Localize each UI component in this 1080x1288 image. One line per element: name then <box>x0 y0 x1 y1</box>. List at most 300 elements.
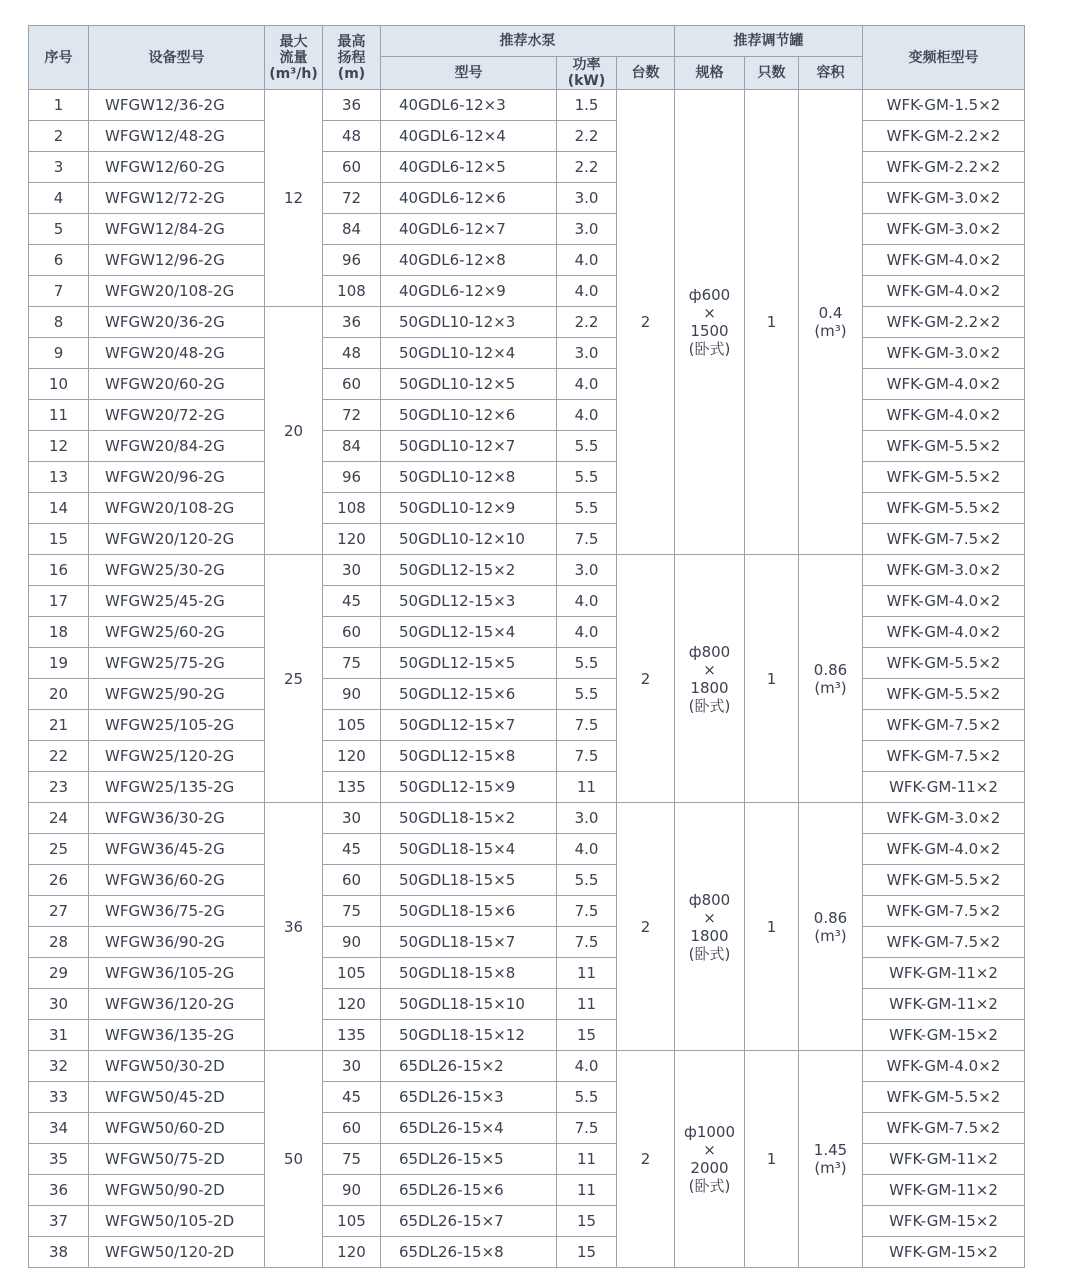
table-row <box>29 586 1025 617</box>
head-cell: 135 <box>323 772 381 803</box>
table-row <box>29 338 1025 369</box>
power-cell: 15 <box>557 1237 617 1268</box>
pump-model-cell: 50GDL12-15×9 <box>381 772 557 803</box>
cabinet-cell: WFK-GM-2.2×2 <box>863 152 1025 183</box>
head-cell: 96 <box>323 245 381 276</box>
model-cell: WFGW50/45-2D <box>89 1082 265 1113</box>
pump-model-cell: 50GDL12-15×7 <box>381 710 557 741</box>
pump-model-cell: 50GDL18-15×6 <box>381 896 557 927</box>
cabinet-cell: WFK-GM-4.0×2 <box>863 276 1025 307</box>
head-cell: 45 <box>323 834 381 865</box>
tank-volume-cell: 1.45 (m³) <box>799 1051 863 1268</box>
pump-model-cell: 50GDL10-12×8 <box>381 462 557 493</box>
power-cell: 5.5 <box>557 679 617 710</box>
head-cell: 105 <box>323 1206 381 1237</box>
head-cell: 48 <box>323 121 381 152</box>
pump-count-cell: 2 <box>617 1051 675 1268</box>
table-row <box>29 276 1025 307</box>
seq-cell: 30 <box>29 989 89 1020</box>
cabinet-cell: WFK-GM-7.5×2 <box>863 927 1025 958</box>
cabinet-cell: WFK-GM-4.0×2 <box>863 400 1025 431</box>
head-cell: 75 <box>323 896 381 927</box>
table-body <box>29 90 1025 1268</box>
tank-qty-cell: 1 <box>745 803 799 1051</box>
cabinet-cell: WFK-GM-2.2×2 <box>863 121 1025 152</box>
cabinet-cell: WFK-GM-4.0×2 <box>863 245 1025 276</box>
table-row <box>29 183 1025 214</box>
model-cell: WFGW20/48-2G <box>89 338 265 369</box>
header-tank-volume: 容积 <box>799 57 863 90</box>
seq-cell: 17 <box>29 586 89 617</box>
model-cell: WFGW12/60-2G <box>89 152 265 183</box>
head-cell: 105 <box>323 710 381 741</box>
pump-model-cell: 40GDL6-12×3 <box>381 90 557 121</box>
pump-model-cell: 40GDL6-12×9 <box>381 276 557 307</box>
power-cell: 7.5 <box>557 896 617 927</box>
head-cell: 45 <box>323 586 381 617</box>
tank-qty-cell: 1 <box>745 1051 799 1268</box>
head-cell: 48 <box>323 338 381 369</box>
power-cell: 3.0 <box>557 555 617 586</box>
seq-cell: 14 <box>29 493 89 524</box>
model-cell: WFGW25/45-2G <box>89 586 265 617</box>
header-model: 设备型号 <box>89 26 265 90</box>
seq-cell: 34 <box>29 1113 89 1144</box>
power-cell: 4.0 <box>557 617 617 648</box>
model-cell: WFGW20/120-2G <box>89 524 265 555</box>
seq-cell: 35 <box>29 1144 89 1175</box>
power-cell: 7.5 <box>557 741 617 772</box>
cabinet-cell: WFK-GM-4.0×2 <box>863 617 1025 648</box>
pump-model-cell: 50GDL10-12×4 <box>381 338 557 369</box>
power-cell: 4.0 <box>557 245 617 276</box>
power-cell: 4.0 <box>557 369 617 400</box>
cabinet-cell: WFK-GM-11×2 <box>863 1144 1025 1175</box>
model-cell: WFGW25/90-2G <box>89 679 265 710</box>
table-row <box>29 958 1025 989</box>
pump-model-cell: 65DL26-15×7 <box>381 1206 557 1237</box>
pump-model-cell: 65DL26-15×8 <box>381 1237 557 1268</box>
seq-cell: 31 <box>29 1020 89 1051</box>
cabinet-cell: WFK-GM-15×2 <box>863 1206 1025 1237</box>
seq-cell: 26 <box>29 865 89 896</box>
seq-cell: 18 <box>29 617 89 648</box>
power-cell: 3.0 <box>557 214 617 245</box>
cabinet-cell: WFK-GM-2.2×2 <box>863 307 1025 338</box>
power-cell: 4.0 <box>557 834 617 865</box>
cabinet-cell: WFK-GM-15×2 <box>863 1237 1025 1268</box>
power-cell: 11 <box>557 958 617 989</box>
tank-volume-cell: 0.4 (m³) <box>799 90 863 555</box>
seq-cell: 32 <box>29 1051 89 1082</box>
header-tank-qty: 只数 <box>745 57 799 90</box>
head-cell: 120 <box>323 989 381 1020</box>
tank-spec-cell: ф1000 × 2000 (卧式) <box>675 1051 745 1268</box>
cabinet-cell: WFK-GM-11×2 <box>863 772 1025 803</box>
power-cell: 4.0 <box>557 276 617 307</box>
head-cell: 60 <box>323 617 381 648</box>
cabinet-cell: WFK-GM-4.0×2 <box>863 834 1025 865</box>
seq-cell: 15 <box>29 524 89 555</box>
head-cell: 72 <box>323 400 381 431</box>
table-row <box>29 617 1025 648</box>
model-cell: WFGW20/96-2G <box>89 462 265 493</box>
pump-model-cell: 40GDL6-12×5 <box>381 152 557 183</box>
cabinet-cell: WFK-GM-5.5×2 <box>863 431 1025 462</box>
seq-cell: 7 <box>29 276 89 307</box>
tank-spec-cell: ф800 × 1800 (卧式) <box>675 803 745 1051</box>
head-cell: 60 <box>323 1113 381 1144</box>
seq-cell: 8 <box>29 307 89 338</box>
header-cabinet: 变频柜型号 <box>863 26 1025 90</box>
model-cell: WFGW25/105-2G <box>89 710 265 741</box>
model-cell: WFGW36/75-2G <box>89 896 265 927</box>
power-cell: 5.5 <box>557 431 617 462</box>
model-cell: WFGW25/120-2G <box>89 741 265 772</box>
header-head: 最高 扬程 (m) <box>323 26 381 90</box>
head-cell: 60 <box>323 152 381 183</box>
cabinet-cell: WFK-GM-5.5×2 <box>863 865 1025 896</box>
seq-cell: 33 <box>29 1082 89 1113</box>
cabinet-cell: WFK-GM-11×2 <box>863 958 1025 989</box>
pump-model-cell: 50GDL10-12×9 <box>381 493 557 524</box>
head-cell: 30 <box>323 803 381 834</box>
model-cell: WFGW36/105-2G <box>89 958 265 989</box>
seq-cell: 20 <box>29 679 89 710</box>
cabinet-cell: WFK-GM-5.5×2 <box>863 648 1025 679</box>
cabinet-cell: WFK-GM-7.5×2 <box>863 1113 1025 1144</box>
seq-cell: 2 <box>29 121 89 152</box>
header-tank-spec: 规格 <box>675 57 745 90</box>
cabinet-cell: WFK-GM-5.5×2 <box>863 493 1025 524</box>
table-row <box>29 369 1025 400</box>
table-row <box>29 121 1025 152</box>
seq-cell: 27 <box>29 896 89 927</box>
power-cell: 11 <box>557 1144 617 1175</box>
model-cell: WFGW50/30-2D <box>89 1051 265 1082</box>
cabinet-cell: WFK-GM-7.5×2 <box>863 741 1025 772</box>
power-cell: 3.0 <box>557 338 617 369</box>
pump-model-cell: 40GDL6-12×4 <box>381 121 557 152</box>
power-cell: 5.5 <box>557 1082 617 1113</box>
table-row <box>29 710 1025 741</box>
seq-cell: 22 <box>29 741 89 772</box>
tank-volume-cell: 0.86 (m³) <box>799 555 863 803</box>
head-cell: 135 <box>323 1020 381 1051</box>
table-row <box>29 896 1025 927</box>
pump-model-cell: 50GDL18-15×4 <box>381 834 557 865</box>
table-row <box>29 865 1025 896</box>
model-cell: WFGW25/75-2G <box>89 648 265 679</box>
header-tank-group: 推荐调节罐 <box>675 26 863 57</box>
model-cell: WFGW36/60-2G <box>89 865 265 896</box>
pump-model-cell: 40GDL6-12×6 <box>381 183 557 214</box>
seq-cell: 23 <box>29 772 89 803</box>
seq-cell: 10 <box>29 369 89 400</box>
table-row <box>29 555 1025 586</box>
model-cell: WFGW20/72-2G <box>89 400 265 431</box>
model-cell: WFGW25/60-2G <box>89 617 265 648</box>
table-row <box>29 1175 1025 1206</box>
head-cell: 75 <box>323 1144 381 1175</box>
power-cell: 4.0 <box>557 400 617 431</box>
model-cell: WFGW20/84-2G <box>89 431 265 462</box>
head-cell: 90 <box>323 927 381 958</box>
table-row <box>29 1082 1025 1113</box>
head-cell: 120 <box>323 1237 381 1268</box>
power-cell: 11 <box>557 1175 617 1206</box>
head-cell: 120 <box>323 524 381 555</box>
pump-model-cell: 50GDL10-12×5 <box>381 369 557 400</box>
model-cell: WFGW36/135-2G <box>89 1020 265 1051</box>
table-row <box>29 1237 1025 1268</box>
table-row <box>29 90 1025 121</box>
cabinet-cell: WFK-GM-5.5×2 <box>863 462 1025 493</box>
table-row <box>29 927 1025 958</box>
power-cell: 7.5 <box>557 927 617 958</box>
equipment-spec-table <box>28 25 1025 1268</box>
pump-model-cell: 50GDL12-15×2 <box>381 555 557 586</box>
table-row <box>29 524 1025 555</box>
power-cell: 7.5 <box>557 710 617 741</box>
seq-cell: 13 <box>29 462 89 493</box>
head-cell: 30 <box>323 1051 381 1082</box>
table-row <box>29 679 1025 710</box>
cabinet-cell: WFK-GM-3.0×2 <box>863 555 1025 586</box>
power-cell: 4.0 <box>557 1051 617 1082</box>
head-cell: 105 <box>323 958 381 989</box>
table-row <box>29 214 1025 245</box>
head-cell: 108 <box>323 276 381 307</box>
model-cell: WFGW12/84-2G <box>89 214 265 245</box>
pump-model-cell: 50GDL10-12×10 <box>381 524 557 555</box>
pump-model-cell: 50GDL12-15×3 <box>381 586 557 617</box>
flow-cell: 20 <box>265 307 323 555</box>
seq-cell: 25 <box>29 834 89 865</box>
power-cell: 5.5 <box>557 648 617 679</box>
tank-volume-cell: 0.86 (m³) <box>799 803 863 1051</box>
seq-cell: 3 <box>29 152 89 183</box>
pump-model-cell: 50GDL18-15×2 <box>381 803 557 834</box>
table-row <box>29 989 1025 1020</box>
pump-count-cell: 2 <box>617 555 675 803</box>
power-cell: 7.5 <box>557 1113 617 1144</box>
table-row <box>29 772 1025 803</box>
table-row <box>29 1144 1025 1175</box>
cabinet-cell: WFK-GM-4.0×2 <box>863 586 1025 617</box>
seq-cell: 5 <box>29 214 89 245</box>
power-cell: 15 <box>557 1206 617 1237</box>
table-row <box>29 493 1025 524</box>
model-cell: WFGW36/30-2G <box>89 803 265 834</box>
model-cell: WFGW25/135-2G <box>89 772 265 803</box>
table-row <box>29 1051 1025 1082</box>
table-row <box>29 307 1025 338</box>
pump-model-cell: 50GDL12-15×4 <box>381 617 557 648</box>
head-cell: 75 <box>323 648 381 679</box>
pump-model-cell: 50GDL12-15×6 <box>381 679 557 710</box>
pump-count-cell: 2 <box>617 803 675 1051</box>
pump-model-cell: 50GDL18-15×8 <box>381 958 557 989</box>
power-cell: 2.2 <box>557 307 617 338</box>
cabinet-cell: WFK-GM-5.5×2 <box>863 679 1025 710</box>
head-cell: 84 <box>323 431 381 462</box>
table-row <box>29 741 1025 772</box>
pump-model-cell: 65DL26-15×2 <box>381 1051 557 1082</box>
pump-model-cell: 50GDL12-15×8 <box>381 741 557 772</box>
cabinet-cell: WFK-GM-4.0×2 <box>863 369 1025 400</box>
seq-cell: 9 <box>29 338 89 369</box>
power-cell: 4.0 <box>557 586 617 617</box>
head-cell: 30 <box>323 555 381 586</box>
seq-cell: 28 <box>29 927 89 958</box>
head-cell: 90 <box>323 679 381 710</box>
pump-model-cell: 50GDL10-12×3 <box>381 307 557 338</box>
power-cell: 5.5 <box>557 865 617 896</box>
model-cell: WFGW50/75-2D <box>89 1144 265 1175</box>
model-cell: WFGW25/30-2G <box>89 555 265 586</box>
pump-model-cell: 50GDL18-15×7 <box>381 927 557 958</box>
table-row <box>29 1020 1025 1051</box>
power-cell: 2.2 <box>557 152 617 183</box>
table-row <box>29 400 1025 431</box>
cabinet-cell: WFK-GM-3.0×2 <box>863 338 1025 369</box>
power-cell: 11 <box>557 989 617 1020</box>
model-cell: WFGW50/90-2D <box>89 1175 265 1206</box>
model-cell: WFGW20/108-2G <box>89 493 265 524</box>
header-pump-group: 推荐水泵 <box>381 26 675 57</box>
table-row <box>29 462 1025 493</box>
seq-cell: 19 <box>29 648 89 679</box>
seq-cell: 11 <box>29 400 89 431</box>
cabinet-cell: WFK-GM-3.0×2 <box>863 803 1025 834</box>
seq-cell: 38 <box>29 1237 89 1268</box>
head-cell: 36 <box>323 307 381 338</box>
pump-model-cell: 65DL26-15×5 <box>381 1144 557 1175</box>
seq-cell: 21 <box>29 710 89 741</box>
header-seq: 序号 <box>29 26 89 90</box>
flow-cell: 12 <box>265 90 323 307</box>
seq-cell: 1 <box>29 90 89 121</box>
model-cell: WFGW12/48-2G <box>89 121 265 152</box>
cabinet-cell: WFK-GM-5.5×2 <box>863 1082 1025 1113</box>
model-cell: WFGW50/60-2D <box>89 1113 265 1144</box>
pump-model-cell: 40GDL6-12×7 <box>381 214 557 245</box>
cabinet-cell: WFK-GM-7.5×2 <box>863 524 1025 555</box>
model-cell: WFGW20/108-2G <box>89 276 265 307</box>
head-cell: 96 <box>323 462 381 493</box>
header-power: 功率 (kW) <box>557 57 617 90</box>
pump-model-cell: 65DL26-15×4 <box>381 1113 557 1144</box>
cabinet-cell: WFK-GM-11×2 <box>863 989 1025 1020</box>
pump-model-cell: 50GDL18-15×10 <box>381 989 557 1020</box>
head-cell: 72 <box>323 183 381 214</box>
header-pump-model: 型号 <box>381 57 557 90</box>
pump-model-cell: 65DL26-15×3 <box>381 1082 557 1113</box>
pump-model-cell: 65DL26-15×6 <box>381 1175 557 1206</box>
model-cell: WFGW50/105-2D <box>89 1206 265 1237</box>
seq-cell: 24 <box>29 803 89 834</box>
cabinet-cell: WFK-GM-3.0×2 <box>863 183 1025 214</box>
flow-cell: 25 <box>265 555 323 803</box>
seq-cell: 4 <box>29 183 89 214</box>
power-cell: 15 <box>557 1020 617 1051</box>
model-cell: WFGW36/45-2G <box>89 834 265 865</box>
table-row <box>29 245 1025 276</box>
tank-qty-cell: 1 <box>745 90 799 555</box>
model-cell: WFGW36/90-2G <box>89 927 265 958</box>
model-cell: WFGW12/36-2G <box>89 90 265 121</box>
power-cell: 11 <box>557 772 617 803</box>
head-cell: 60 <box>323 369 381 400</box>
pump-model-cell: 50GDL18-15×5 <box>381 865 557 896</box>
tank-spec-cell: ф800 × 1800 (卧式) <box>675 555 745 803</box>
cabinet-cell: WFK-GM-11×2 <box>863 1175 1025 1206</box>
power-cell: 2.2 <box>557 121 617 152</box>
head-cell: 60 <box>323 865 381 896</box>
model-cell: WFGW12/96-2G <box>89 245 265 276</box>
tank-qty-cell: 1 <box>745 555 799 803</box>
pump-model-cell: 50GDL10-12×6 <box>381 400 557 431</box>
power-cell: 5.5 <box>557 493 617 524</box>
table-row <box>29 152 1025 183</box>
cabinet-cell: WFK-GM-7.5×2 <box>863 896 1025 927</box>
cabinet-cell: WFK-GM-15×2 <box>863 1020 1025 1051</box>
head-cell: 120 <box>323 741 381 772</box>
pump-model-cell: 50GDL10-12×7 <box>381 431 557 462</box>
power-cell: 7.5 <box>557 524 617 555</box>
table-row <box>29 803 1025 834</box>
seq-cell: 16 <box>29 555 89 586</box>
seq-cell: 36 <box>29 1175 89 1206</box>
cabinet-cell: WFK-GM-7.5×2 <box>863 710 1025 741</box>
seq-cell: 6 <box>29 245 89 276</box>
table-row <box>29 1113 1025 1144</box>
pump-model-cell: 50GDL18-15×12 <box>381 1020 557 1051</box>
head-cell: 36 <box>323 90 381 121</box>
model-cell: WFGW20/60-2G <box>89 369 265 400</box>
cabinet-cell: WFK-GM-1.5×2 <box>863 90 1025 121</box>
power-cell: 3.0 <box>557 803 617 834</box>
head-cell: 90 <box>323 1175 381 1206</box>
seq-cell: 37 <box>29 1206 89 1237</box>
model-cell: WFGW12/72-2G <box>89 183 265 214</box>
pump-model-cell: 40GDL6-12×8 <box>381 245 557 276</box>
flow-cell: 50 <box>265 1051 323 1268</box>
head-cell: 84 <box>323 214 381 245</box>
model-cell: WFGW50/120-2D <box>89 1237 265 1268</box>
header-count: 台数 <box>617 57 675 90</box>
power-cell: 5.5 <box>557 462 617 493</box>
model-cell: WFGW20/36-2G <box>89 307 265 338</box>
power-cell: 3.0 <box>557 183 617 214</box>
table-row <box>29 1206 1025 1237</box>
head-cell: 45 <box>323 1082 381 1113</box>
cabinet-cell: WFK-GM-3.0×2 <box>863 214 1025 245</box>
seq-cell: 12 <box>29 431 89 462</box>
model-cell: WFGW36/120-2G <box>89 989 265 1020</box>
header-flow: 最大 流量 (m³/h) <box>265 26 323 90</box>
power-cell: 1.5 <box>557 90 617 121</box>
cabinet-cell: WFK-GM-4.0×2 <box>863 1051 1025 1082</box>
table-row <box>29 834 1025 865</box>
pump-model-cell: 50GDL12-15×5 <box>381 648 557 679</box>
head-cell: 108 <box>323 493 381 524</box>
pump-count-cell: 2 <box>617 90 675 555</box>
table-row <box>29 648 1025 679</box>
seq-cell: 29 <box>29 958 89 989</box>
tank-spec-cell: ф600 × 1500 (卧式) <box>675 90 745 555</box>
